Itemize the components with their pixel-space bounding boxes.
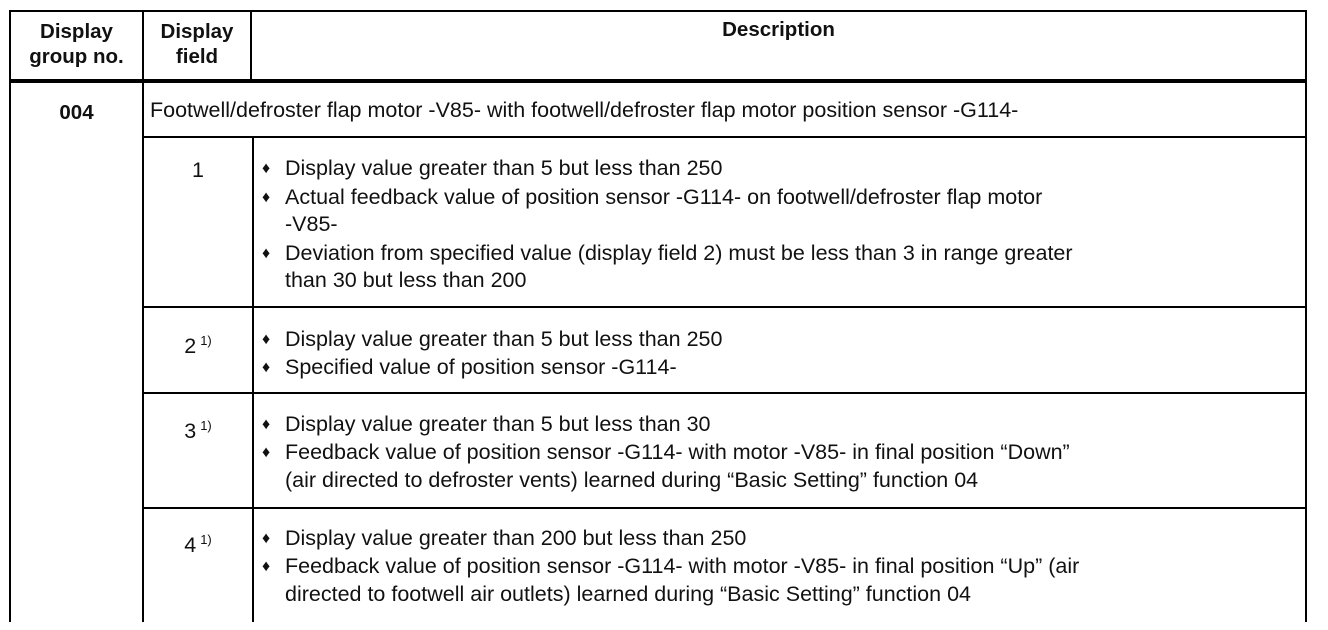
row-separator-2 xyxy=(142,392,1307,394)
bullet-icon: ♦ xyxy=(262,416,271,433)
table-border-right xyxy=(1305,10,1307,622)
field-number: 1 xyxy=(192,158,204,182)
field-number: 2 xyxy=(184,334,197,358)
header-group-no-line2: group no. xyxy=(29,45,124,68)
bullet-icon: ♦ xyxy=(262,530,271,547)
field-column-divider xyxy=(252,138,254,622)
header-rule xyxy=(9,79,1307,83)
list-item-continuation: (air directed to defroster vents) learned during “Basic Setting” function 04 xyxy=(285,468,979,492)
field-number: 3 xyxy=(184,419,197,443)
display-field-2 xyxy=(144,326,252,361)
bullet-icon: ♦ xyxy=(262,160,271,177)
field-number: 4 xyxy=(184,533,197,557)
list-item-continuation: -V85- xyxy=(285,212,338,236)
list-item: Display value greater than 5 but less than 250 xyxy=(285,156,723,180)
list-item: Deviation from specified value (display field 2) must be less than 3 in range greater xyxy=(285,241,1073,265)
bullet-icon: ♦ xyxy=(262,558,271,575)
list-item-continuation: directed to footwell air outlets) learned during “Basic Setting” function 04 xyxy=(285,582,971,606)
group-title: Footwell/defroster flap motor -V85- with footwell/defroster flap motor position sensor -G114- xyxy=(150,98,1019,122)
header-field-line2: field xyxy=(175,45,219,68)
list-item: Display value greater than 5 but less than 30 xyxy=(285,412,711,436)
bullet-icon: ♦ xyxy=(262,189,271,206)
footnote-marker: 1) xyxy=(200,333,212,348)
list-item: Display value greater than 200 but less than 250 xyxy=(285,526,747,550)
footnote-marker: 1) xyxy=(200,532,212,547)
header-group-no-line1: Display xyxy=(40,20,113,43)
bullet-icon: ♦ xyxy=(262,331,271,348)
header-field xyxy=(144,19,250,69)
list-item: Feedback value of position sensor -G114- with motor -V85- in final position “Up” (air xyxy=(285,554,1080,578)
list-item: Specified value of position sensor -G114- xyxy=(285,355,677,379)
display-field-1 xyxy=(144,156,252,185)
table-border-top xyxy=(9,10,1307,12)
list-item-continuation: than 30 but less than 200 xyxy=(285,268,527,292)
row-separator-title xyxy=(142,136,1307,138)
bullet-icon: ♦ xyxy=(262,359,271,376)
header-field-line1: Display xyxy=(160,20,234,43)
list-item: Actual feedback value of position sensor -G114- on footwell/defroster flap motor xyxy=(285,185,1043,209)
display-field-3 xyxy=(144,411,252,446)
list-item: Feedback value of position sensor -G114- with motor -V85- in final position “Down” xyxy=(285,440,1070,464)
bullet-icon: ♦ xyxy=(262,444,271,461)
display-field-4 xyxy=(144,525,252,560)
group-number: 004 xyxy=(59,101,94,124)
footnote-marker: 1) xyxy=(200,418,212,433)
row-separator-3 xyxy=(142,507,1307,509)
header-description: Description xyxy=(722,18,835,41)
row-separator-1 xyxy=(142,306,1307,308)
list-item: Display value greater than 5 but less than 250 xyxy=(285,327,723,351)
header-group-no xyxy=(11,19,142,69)
bullet-icon: ♦ xyxy=(262,245,271,262)
